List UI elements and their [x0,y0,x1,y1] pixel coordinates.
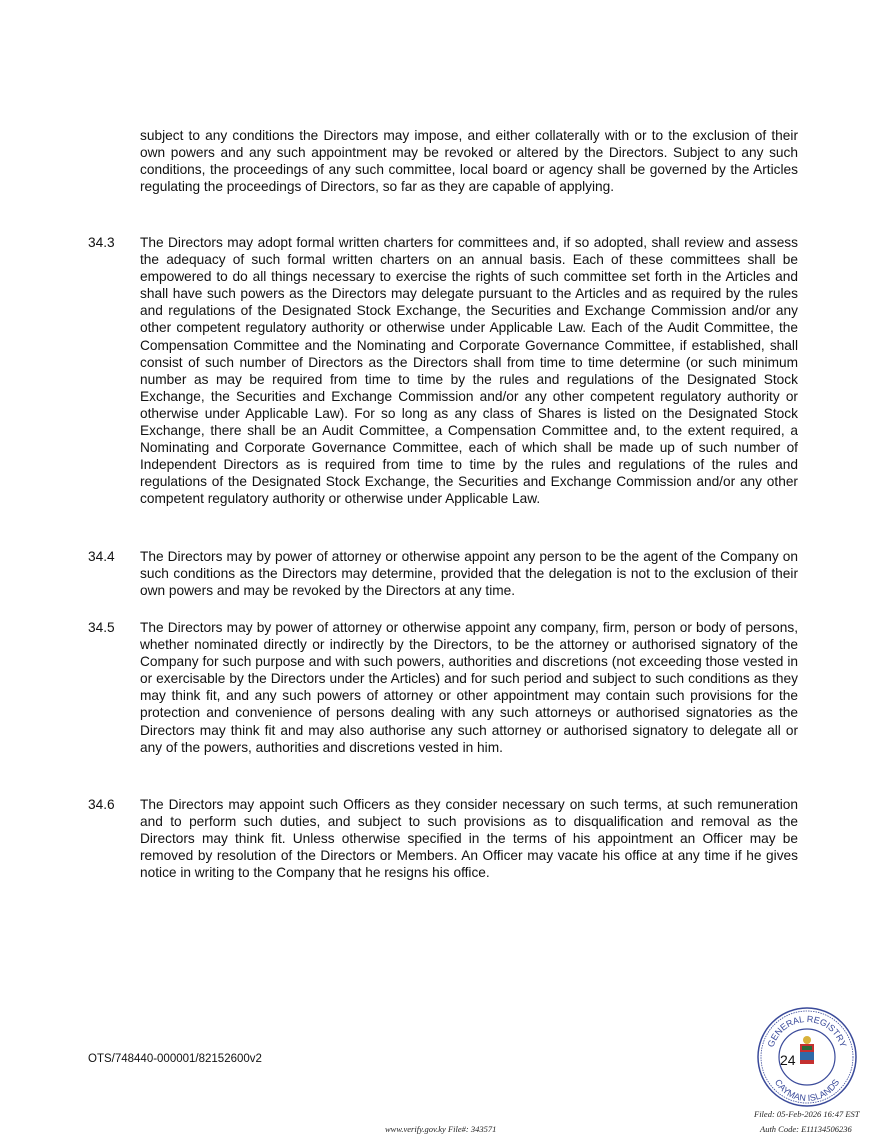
clause-number: 34.6 [88,797,115,812]
clause-number: 34.4 [88,549,115,564]
filed-stamp: Filed: 05-Feb-2026 16:47 EST [754,1109,860,1119]
verify-link: www.verify.gov.ky File#: 343571 [385,1124,497,1134]
paragraph-continuation: subject to any conditions the Directors may impose, and either collaterally with or to the exclusion of their own powers and any such appointment may be revoked or altered by the Directors. Subject to any such conditions, the proceedings of any such committee, local board or agency shall be governed by the Articles regulating the proceedings of Directors, so far as they are capable of applying. [140,128,798,195]
page-number: 24 [780,1052,796,1068]
clause-34-5: The Directors may by power of attorney or otherwise appoint any company, firm, person or body of persons, whether nominated directly or indirectly by the Directors, to be the attorney or authorised signatory of the Company for such purpose and with such powers, authorities and discretions (not exceeding those vested in or exercisable by the Directors under the Articles) and for such period and subject to such conditions as they may think fit, and any such powers of attorney or other appointment may contain such provisions for the protection and convenience of persons dealing with any such attorneys or authorised signatories as the Directors may think fit and may also authorise any such attorney or authorised signatory to delegate all or any of the powers, authorities and discretions vested in him. [140,620,798,755]
document-reference: OTS/748440-000001/82152600v2 [88,1053,262,1065]
clause-number: 34.3 [88,235,115,250]
clause-34-6: The Directors may appoint such Officers as they consider necessary on such terms, at such remuneration and to perform such duties, and subject to such provisions as to disqualification and removal as the Directors may think fit. Unless otherwise specified in the terms of his appointment an Officer may be removed by resolution of the Directors or Members. An Officer may vacate his office at any time if he gives notice in writing to the Company that he resigns his office. [140,797,798,881]
svg-text:CAYMAN ISLANDS: CAYMAN ISLANDS [772,1077,842,1104]
general-registry-seal-icon [756,1006,858,1108]
clause-34-3: The Directors may adopt formal written charters for committees and, if so adopted, shall review and assess the adequacy of such formal written charters on an annual basis. Each of these committees shall be empowered to do all things necessary to exercise the rights of such committee set forth in the Articles and shall have such powers as the Directors may delegate pursuant to the Articles and as required by the rules and regulations of the Designated Stock Exchange, the Securities and Exchange Commission and/or any other competent regulatory authority or otherwise under Applicable Law. Each of the Audit Committee, the Compensation Committee and the Nominating and Corporate Governance Committee, if established, shall consist of such number of Directors as the Directors shall from time to time determine (or such minimum number as may be required from time to time by the rules and regulations of the Designated Stock Exchange, the Securities and Exchange Commission and/or any other competent regulatory authority or otherwise under Applicable Law). For so long as any class of Shares is listed on the Designated Stock Exchange, there shall be an Audit Committee, a Compensation Committee and, to the extent required, a Nominating and Corporate Governance Committee, each of which shall be made up of such number of Independent Directors as is required from time to time by the rules and regulations of the rules and regulations of the Designated Stock Exchange, the Securities and Exchange Commission and/or any other competent regulatory authority or otherwise under Applicable Law. [140,235,798,507]
auth-code: Auth Code: E11134506236 [760,1124,852,1134]
svg-text:GENERAL REGISTRY: GENERAL REGISTRY [765,1013,849,1049]
clause-number: 34.5 [88,620,115,635]
clause-34-4: The Directors may by power of attorney or otherwise appoint any person to be the agent of the Company on such conditions as the Directors may determine, provided that the delegation is not to the exclusion of their own powers and may be revoked by the Directors at any time. [140,549,798,599]
